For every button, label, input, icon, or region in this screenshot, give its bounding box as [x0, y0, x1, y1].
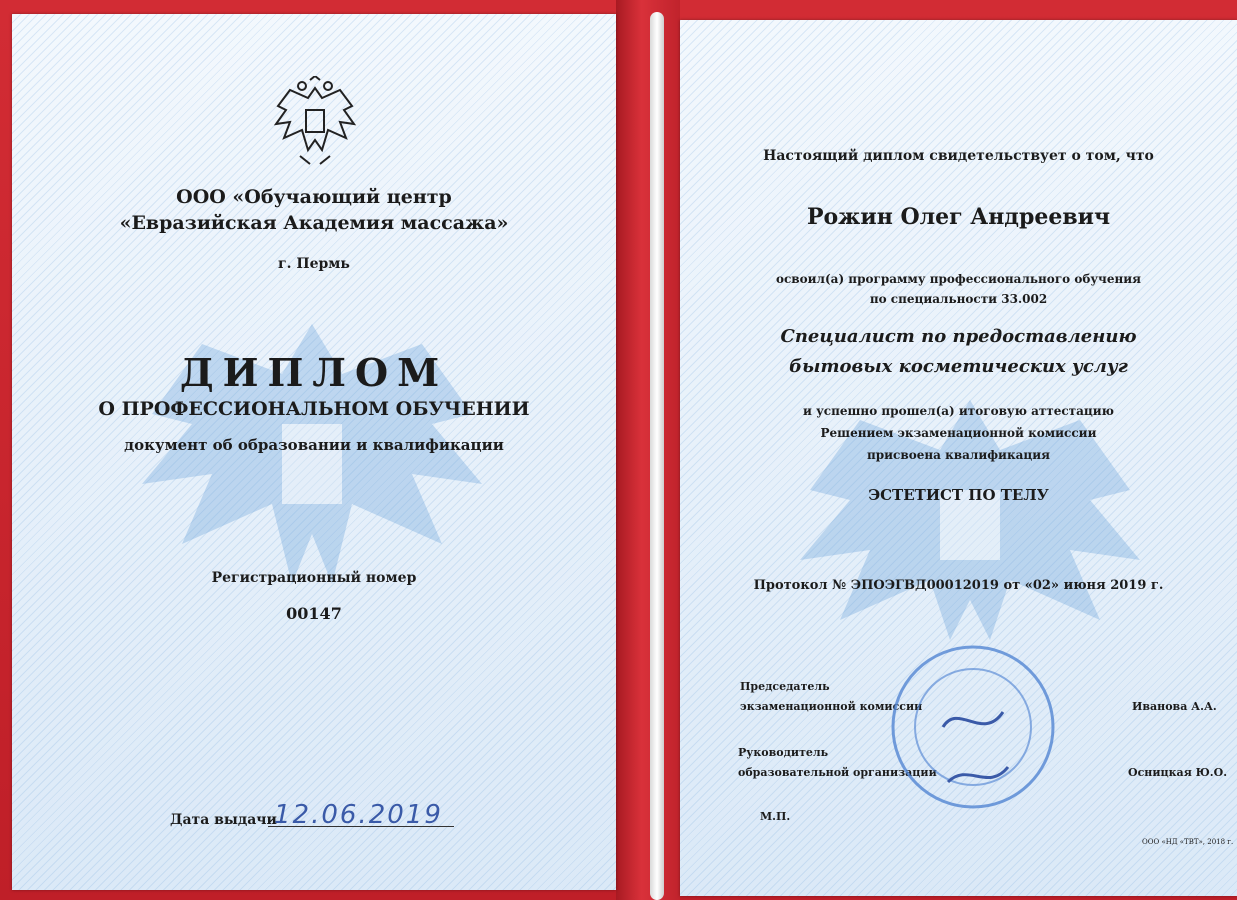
org-name-line1: ООО «Обучающий центр	[176, 186, 452, 208]
diploma-spine	[616, 0, 680, 900]
program-line2: по специальности 33.002	[869, 292, 1048, 306]
intro-text: Настоящий диплом свидетельствует о том, что	[763, 148, 1154, 164]
head-name: Осницкая Ю.О.	[1128, 766, 1228, 779]
specialty-line2: бытовых косметических услуг	[789, 356, 1128, 377]
qualification: ЭСТЕТИСТ ПО ТЕЛУ	[868, 486, 1049, 504]
protocol: Протокол № ЭПОЭГВД00012019 от «02» июня 2019 г.	[753, 578, 1164, 593]
specialty-line1: Специалист по предоставлению	[780, 326, 1137, 347]
head-label-line2: образовательной организации	[738, 766, 937, 779]
seal-place-label: М.П.	[760, 810, 791, 823]
attestation-line2: Решением экзаменационной комиссии	[820, 426, 1097, 440]
diploma-left-page	[12, 14, 616, 890]
program-line1: освоил(а) программу профессионального обучения	[775, 272, 1142, 286]
reg-number: 00147	[286, 604, 342, 623]
printer-note: ООО «НД «ТВТ», 2018 г.	[1142, 838, 1234, 846]
chair-label-line1: Председатель	[740, 680, 830, 693]
chair-name: Иванова А.А.	[1132, 700, 1217, 713]
diploma-subtitle: О ПРОФЕССИОНАЛЬНОМ ОБУЧЕНИИ	[98, 398, 530, 420]
chair-label-line2: экзаменационной комиссии	[740, 700, 923, 713]
document-type: документ об образовании и квалификации	[124, 436, 504, 454]
attestation-line1: и успешно прошел(а) итоговую аттестацию	[803, 404, 1114, 418]
organization-stamp-icon	[888, 642, 1058, 812]
city: г. Пермь	[278, 256, 350, 272]
diploma-title: ДИПЛОМ	[179, 350, 449, 395]
reg-number-label: Регистрационный номер	[211, 570, 417, 586]
diploma-right-page	[680, 20, 1237, 896]
issue-date-value: 12.06.2019	[274, 800, 443, 830]
graduate-name: Рожин Олег Андреевич	[806, 204, 1111, 230]
binding-cord	[650, 12, 664, 900]
attestation-line3: присвоена квалификация	[866, 448, 1051, 462]
issue-date-label: Дата выдачи	[170, 812, 277, 828]
head-label-line1: Руководитель	[738, 746, 829, 759]
org-name-line2: «Евразийская Академия массажа»	[119, 212, 509, 234]
eagle-watermark-icon-right	[790, 380, 1150, 640]
coat-of-arms-icon	[270, 76, 360, 168]
